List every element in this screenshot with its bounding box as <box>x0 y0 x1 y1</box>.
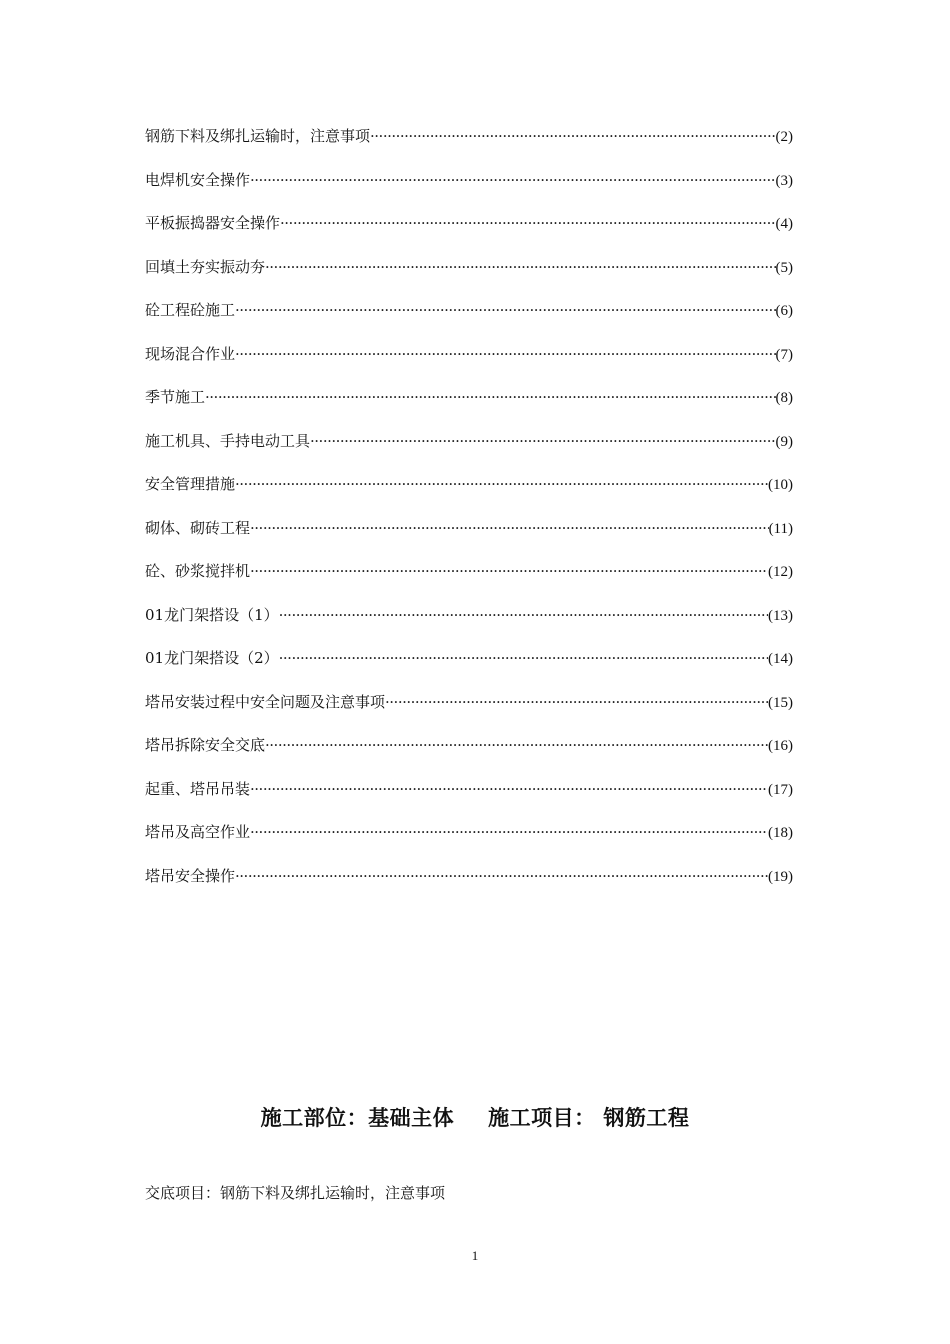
toc-entry[interactable] <box>145 601 793 645</box>
toc-dot-leader <box>250 166 775 194</box>
toc-entry-page: (4) <box>775 216 793 232</box>
toc-entry-title: 施工机具、手持电动工具 <box>145 431 311 450</box>
toc-entry-page: (3) <box>775 172 793 189</box>
toc-entry-title: 塔吊安装过程中安全问题及注意事项 <box>145 692 386 711</box>
toc-entry-page: (8) <box>775 390 793 406</box>
toc-dot-leader <box>250 557 768 585</box>
toc-entry[interactable] <box>145 775 793 819</box>
toc-dot-leader <box>250 818 768 846</box>
toc-entry-page: (13) <box>768 607 793 624</box>
toc-dot-leader <box>310 427 775 455</box>
toc-entry-page: (12) <box>768 564 793 580</box>
toc-dot-leader <box>280 209 775 237</box>
toc-dot-leader <box>235 470 768 498</box>
toc-entry[interactable] <box>145 470 793 514</box>
section-heading <box>0 1102 950 1132</box>
toc-entry-page: (2) <box>775 129 793 145</box>
toc-entry-title: 现场混合作业 <box>145 344 236 363</box>
table-of-contents <box>145 122 793 905</box>
toc-dot-leader <box>265 253 775 281</box>
toc-entry[interactable] <box>145 427 793 471</box>
toc-entry-page: (18) <box>768 825 793 841</box>
toc-dot-leader <box>250 775 768 803</box>
toc-dot-leader <box>235 340 775 368</box>
toc-entry-page: (19) <box>768 868 793 885</box>
toc-dot-leader <box>235 296 775 324</box>
toc-dot-leader <box>205 383 775 411</box>
toc-entry-page: (16) <box>768 738 793 754</box>
construction-project: 施工项目： 钢筋工程 <box>488 1106 690 1130</box>
toc-entry-page: (10) <box>768 477 793 493</box>
toc-entry[interactable] <box>145 862 793 906</box>
toc-entry[interactable] <box>145 253 793 297</box>
toc-entry-page: (14) <box>768 651 793 667</box>
toc-entry-title: 砼、砂浆搅拌机 <box>145 562 251 580</box>
construction-location: 施工部位：基础主体 <box>260 1106 455 1130</box>
toc-dot-leader <box>235 862 768 890</box>
toc-dot-leader <box>265 731 768 759</box>
toc-entry[interactable] <box>145 731 793 775</box>
toc-entry[interactable] <box>145 644 793 688</box>
toc-dot-leader <box>385 688 768 716</box>
toc-entry[interactable] <box>145 514 793 558</box>
toc-entry-page: (5) <box>775 259 793 276</box>
toc-entry-title: 钢筋下料及绑扎运输时，注意事项 <box>145 127 371 145</box>
page-number: 1 <box>471 1248 479 1263</box>
toc-entry-page: (15) <box>768 694 793 711</box>
toc-dot-leader <box>279 601 768 629</box>
toc-dot-leader <box>279 644 768 672</box>
toc-entry[interactable] <box>145 166 793 210</box>
toc-entry-title: 塔吊及高空作业 <box>145 823 251 841</box>
toc-entry-page: (17) <box>768 781 793 798</box>
toc-entry-title: 起重、塔吊吊装 <box>145 779 251 798</box>
toc-entry-title: 安全管理措施 <box>145 475 236 493</box>
toc-entry-title: 回填土夯实振动夯 <box>145 257 266 276</box>
toc-entry-title: 塔吊安全操作 <box>145 866 236 885</box>
toc-entry-page: (7) <box>775 346 793 363</box>
toc-entry-title: 平板振捣器安全操作 <box>145 214 281 232</box>
toc-entry-page: (11) <box>768 520 793 537</box>
toc-entry[interactable] <box>145 383 793 427</box>
toc-entry-title: 01龙门架搭设（2） <box>145 649 279 667</box>
toc-entry[interactable] <box>145 296 793 340</box>
toc-entry[interactable] <box>145 818 793 862</box>
toc-dot-leader <box>250 514 769 542</box>
toc-entry-title: 塔吊拆除安全交底 <box>145 736 266 754</box>
toc-entry-title: 砌体、砌砖工程 <box>145 518 251 537</box>
toc-entry-title: 砼工程砼施工 <box>145 301 236 319</box>
toc-entry[interactable] <box>145 557 793 601</box>
toc-entry[interactable] <box>145 688 793 732</box>
toc-entry[interactable] <box>145 340 793 384</box>
toc-entry[interactable] <box>145 122 793 166</box>
toc-entry[interactable] <box>145 209 793 253</box>
toc-dot-leader <box>370 122 775 150</box>
toc-entry-title: 电焊机安全操作 <box>145 170 251 189</box>
toc-entry-page: (6) <box>775 303 793 319</box>
toc-entry-title: 01龙门架搭设（1） <box>145 605 279 624</box>
toc-entry-page: (9) <box>775 433 793 450</box>
briefing-subject: 交底项目：钢筋下料及绑扎运输时，注意事项 <box>145 1184 446 1202</box>
toc-entry-title: 季节施工 <box>145 388 206 406</box>
